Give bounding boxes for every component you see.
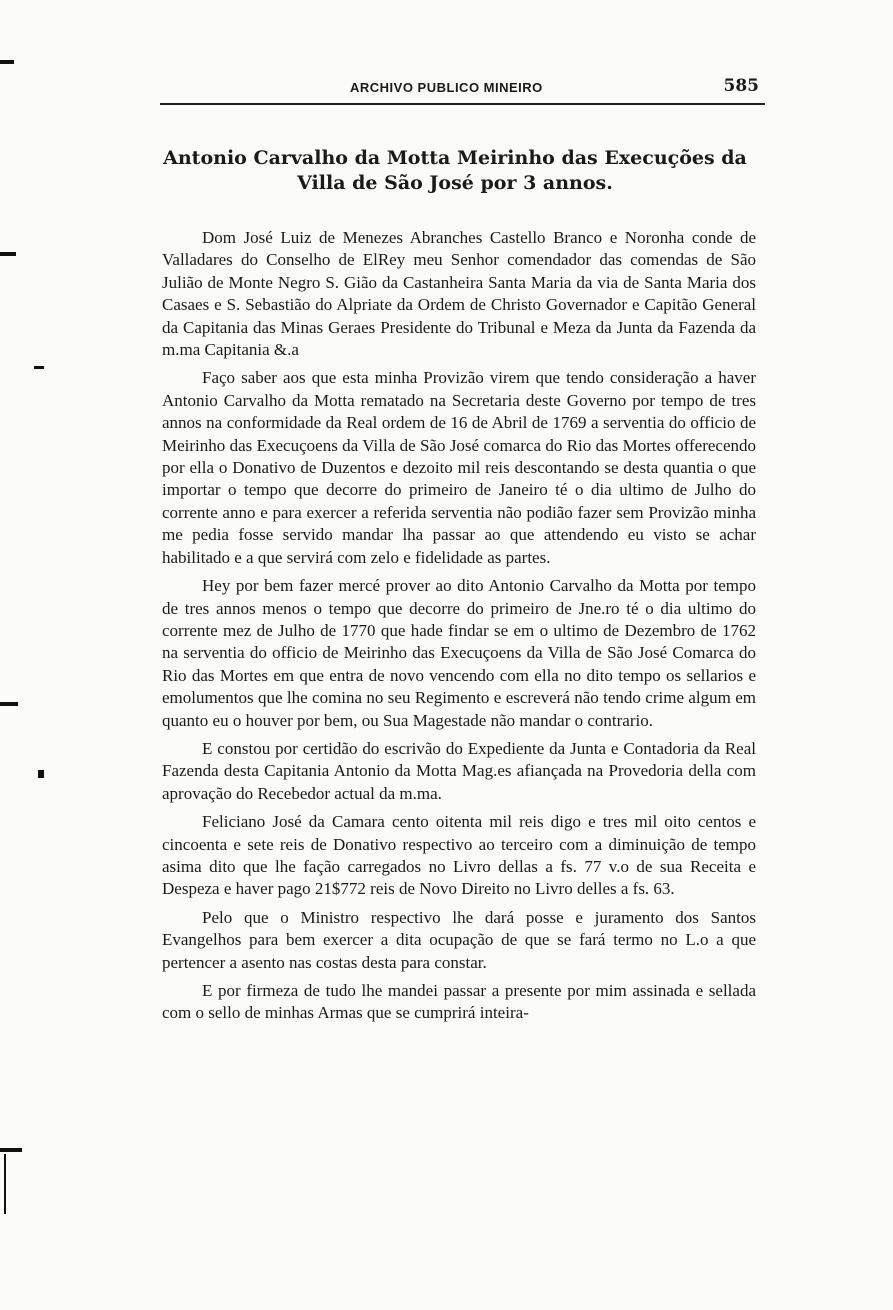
- running-title: ARCHIVO PUBLICO MINEIRO: [350, 80, 543, 95]
- scan-mark: [34, 366, 44, 369]
- scan-mark: [38, 770, 44, 778]
- paragraph: E constou por certidão do escrivão do Expediente da Junta e Contadoria da Real Fazenda desta Capitania Antonio da Motta Mag.es afiançada na Provedoria della com aprovação do Recebedor actual da m.ma.: [162, 738, 756, 803]
- page-header: [160, 76, 765, 102]
- page-number: 585: [723, 76, 759, 96]
- paragraph: E por firmeza de tudo lhe mandei passar a presente por mim assinada e sellada com o sello de minhas Armas que se cumprirá inteira-: [162, 981, 756, 1023]
- paragraph: Hey por bem fazer mercé prover ao dito Antonio Carvalho da Motta por tempo de tres annos menos o tempo que decorre do primeiro de Jne.ro té o dia ultimo do corrente mez de Julho de 1770 que hade findar se em o ultimo de Dezembro de 1762 na serventia do officio de Meirinho das Execuçoens da Villa de São José Comarca do Rio das Mortes em que entra de novo vencendo com ella no dito tempo os sellarios e emolumentos que lhe comina no seu Regimento e escreverá não tendo crime algum em quanto eu o houver por bem, ou Sua Magestade não mandar o contrario.: [162, 576, 756, 730]
- document-title: Antonio Carvalho da Motta Meirinho das Execuções da Villa de São José por 3 annos.: [163, 147, 747, 194]
- paragraph: Faço saber aos que esta minha Provizão virem que tendo consideração a haver Antonio Carvalho da Motta rematado na Secretaria deste Governo por tempo de tres annos na conformidade da Real ordem de 16 de Abril de 1769 a serventia do officio de Meirinho das Execuçoens da Villa de São José comarca do Rio das Mortes offerecendo por ella o Donativo de Duzentos e dezoito mil reis descontando se desta quantia o que importar o tempo que decorre do primeiro de Janeiro té o dia ultimo de Julho do corrente anno e para exercer a referida serventia não podião fazer sem Provizão minha me pedia fosse servido mandar lha passar ao que attendendo eu visto se achar habilitado e a que servirá com zelo e fidelidade as partes.: [162, 368, 756, 567]
- header-rule: [160, 103, 765, 105]
- scan-mark: [0, 702, 18, 706]
- scan-mark: [0, 60, 14, 64]
- paragraph: Pelo que o Ministro respectivo lhe dará posse e juramento dos Santos Evangelhos para bem exercer a dita ocupação de que se fará termo no L.o a que pertencer a asento nas costas desta para constar.: [162, 907, 756, 972]
- scan-mark: [4, 1154, 6, 1214]
- scan-mark: [0, 252, 16, 256]
- paragraph: Dom José Luiz de Menezes Abranches Castello Branco e Noronha conde de Valladares do Conselho de ElRey meu Senhor comendador das comendas de São Julião de Monte Negro S. Gião da Castanheira Santa Maria da via de Santa Maria dos Casaes e S. Sebastião do Alpriate da Ordem de Christo Governador e Capitão General da Capitania das Minas Geraes Presidente do Tribunal e Meza da Junta da Fazenda da m.ma Capitania &.a: [162, 228, 756, 360]
- scan-mark: [0, 1148, 22, 1152]
- document-body: [162, 227, 756, 1031]
- paragraph: Feliciano José da Camara cento oitenta mil reis digo e tres mil oito centos e cincoenta e sete reis de Donativo respectivo ao terceiro com a diminuição de tempo asima dito que lhe fação carregados no Livro dellas a fs. 77 v.o de sua Receita e Despeza e haver pago 21$772 reis de Novo Direito no Livro delles a fs. 63.: [162, 812, 756, 899]
